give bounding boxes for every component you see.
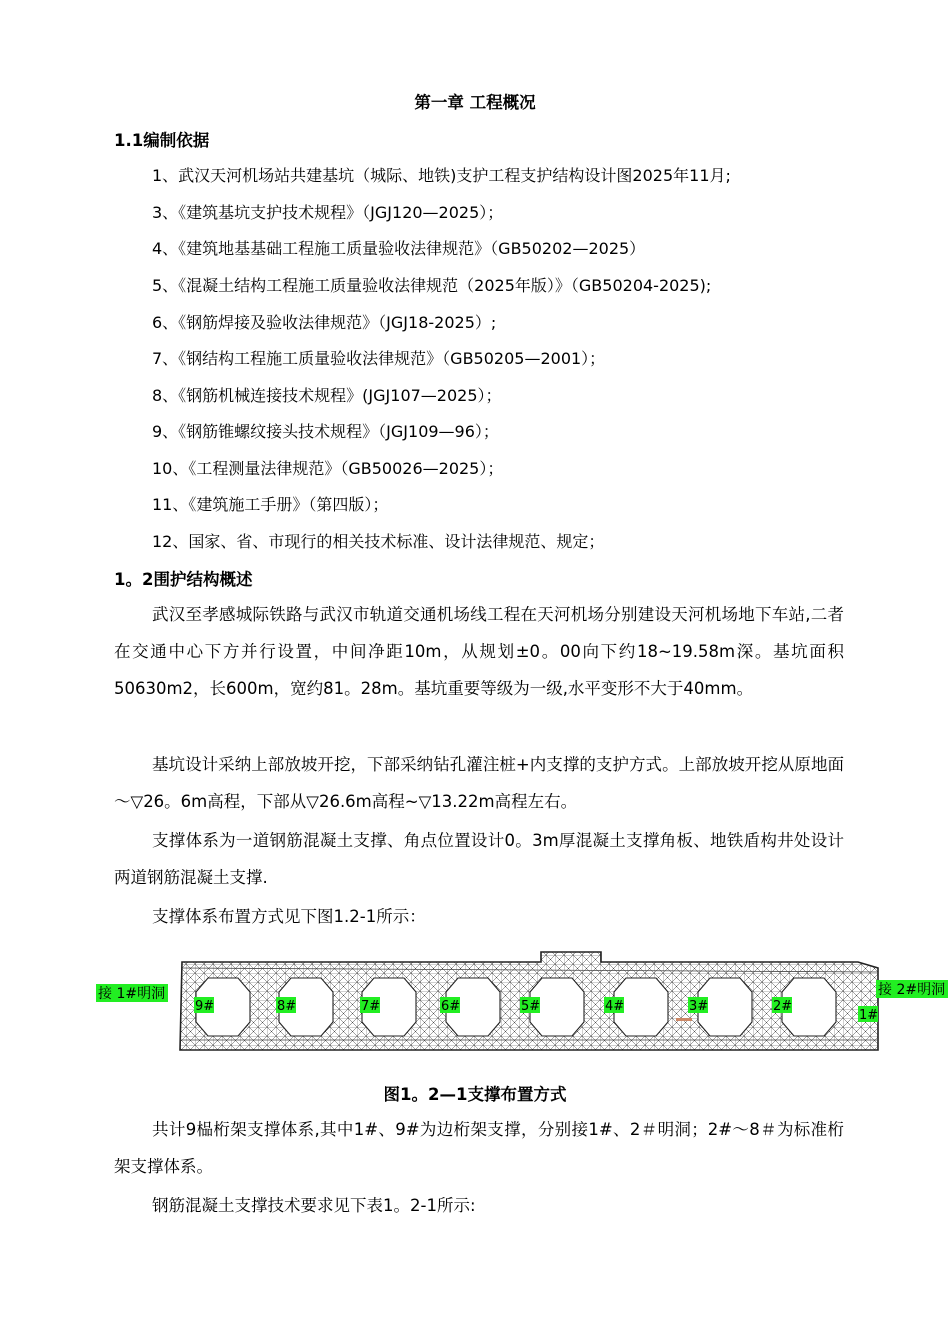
reference-item: 8、《钢筋机械连接技术规程》(JGJ107—2025）； (152, 386, 502, 405)
section-heading-1-2: 1。2围护结构概述 (114, 570, 253, 589)
reference-item: 5、《混凝土结构工程施工质量验收法律规范（2025年版）》（GB50204-2025); (152, 276, 712, 295)
chapter-title: 第一章 工程概况 (414, 93, 536, 112)
body-paragraph: 支撑体系布置方式见下图1.2-1所示： (152, 907, 426, 926)
reference-item: 11、《建筑施工手册》（第四版）； (152, 495, 389, 514)
body-paragraph: 武汉至孝感城际铁路与武汉市轨道交通机场线工程在天河机场分别建设天河机场地下车站,二者在交通中心下方并行设置，中间净距10m，从规划±0。00向下约18~19.58m深。基坑面积50630m2，长600m，宽约81。28m。基坑重要等级为一级,水平变形不大于40mm。 (114, 605, 844, 698)
section-heading-1-1: 1.1编制依据 (114, 131, 210, 150)
marker (676, 1018, 692, 1021)
reference-item: 7、《钢结构工程施工质量验收法律规范》（GB50205—2001）； (152, 349, 606, 368)
truss-label-2: 2# (773, 999, 793, 1014)
body-paragraph: 共计9榀桁架支撑体系,其中1#、9#为边桁架支撑，分别接1#、2＃明洞；2#～8＃为标准桁架支撑体系。 (114, 1120, 844, 1176)
reference-item: 9、《钢筋锥螺纹接头技术规程》（JGJ109—96）； (152, 422, 499, 441)
truss-label-7: 7# (361, 999, 381, 1014)
body-paragraph: 基坑设计采纳上部放坡开挖，下部采纳钻孔灌注桩+内支撑的支护方式。上部放坡开挖从原地面～▽26。6m高程，下部从▽26.6m高程~▽13.22m高程左右。 (114, 755, 844, 811)
reference-item: 12、国家、省、市现行的相关技术标准、设计法律规范、规定； (152, 532, 605, 551)
truss-label-6: 6# (441, 999, 461, 1014)
truss-label-9: 9# (195, 999, 215, 1014)
truss-label-4: 4# (605, 999, 625, 1014)
reference-item: 6、《钢筋焊接及验收法律规范》（JGJ18-2025）; (152, 313, 497, 332)
body-paragraph: 钢筋混凝土支撑技术要求见下表1。2-1所示: (152, 1196, 476, 1215)
left-connection-label: 接 1#明洞 (98, 986, 166, 1002)
support-layout-figure (96, 946, 948, 1056)
right-connection-label: 接 2#明洞 (878, 982, 946, 998)
reference-item: 1、武汉天河机场站共建基坑（城际、地铁)支护工程支护结构设计图2025年11月; (152, 166, 731, 185)
truss-label-8: 8# (277, 999, 297, 1014)
body-paragraph: 支撑体系为一道钢筋混凝土支撑、角点位置设计0。3m厚混凝土支撑角板、地铁盾构井处设计两道钢筋混凝土支撑. (114, 831, 844, 887)
truss-label-5: 5# (521, 999, 541, 1014)
reference-item: 10、《工程测量法律规范》（GB50026—2025）； (152, 459, 504, 478)
figure-caption: 图1。2—1支撑布置方式 (383, 1085, 567, 1104)
truss-label-1: 1# (859, 1008, 879, 1023)
reference-item: 4、《建筑地基基础工程施工质量验收法律规范》（GB50202—2025） (152, 239, 646, 258)
truss-label-3: 3# (689, 999, 709, 1014)
reference-item: 3、《建筑基坑支护技术规程》（JGJ120—2025）； (152, 203, 504, 222)
